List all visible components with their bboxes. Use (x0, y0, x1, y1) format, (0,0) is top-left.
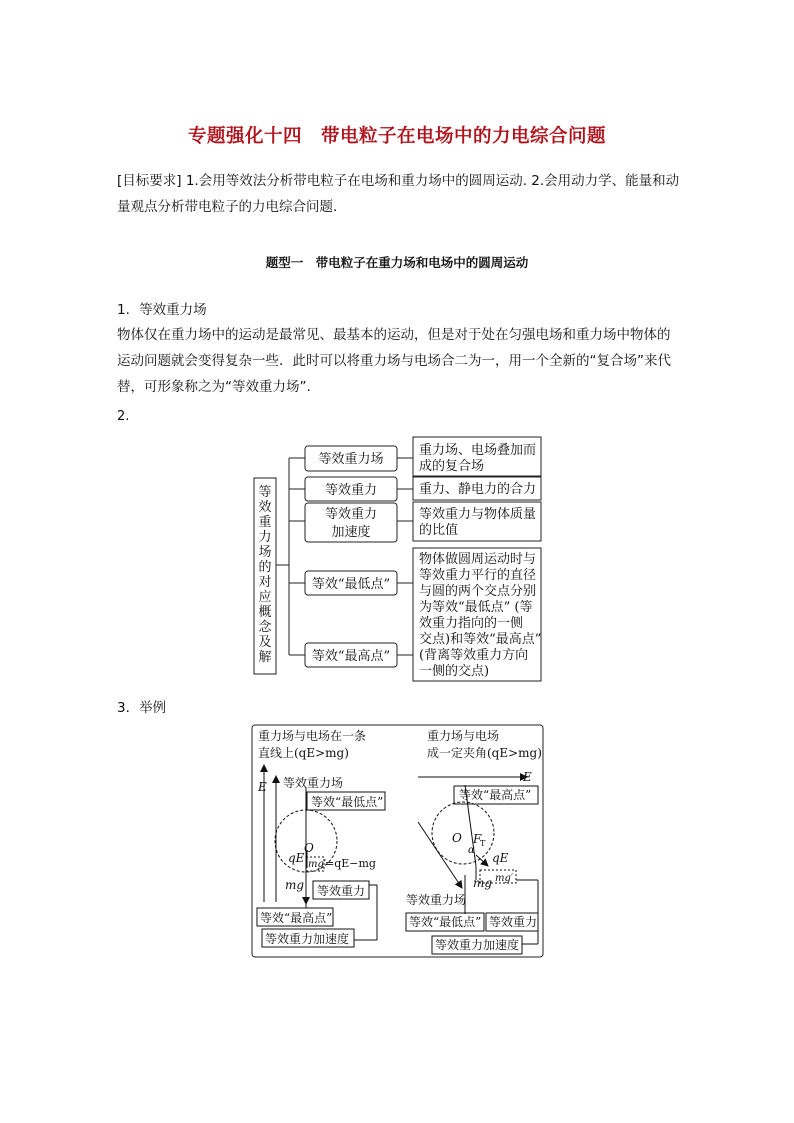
root-char: 念 (258, 620, 272, 635)
left-caption-1: 重力场与电场在一条 (258, 729, 367, 743)
desc-line: 的比值 (419, 523, 459, 538)
right-highest: 等效“最高点” (459, 788, 532, 802)
right-alpha: α (468, 845, 475, 856)
left-eff-accel: 等效重力加速度 (265, 932, 350, 946)
right-mg-label: mg (473, 876, 493, 890)
right-lowest: 等效“最低点” (409, 915, 482, 929)
left-e-label: E (258, 780, 267, 794)
root-char: 力 (258, 530, 272, 545)
root-char: 的 (258, 560, 272, 575)
left-lowest: 等效“最低点” (311, 795, 384, 809)
left-o-label: O (304, 841, 314, 855)
desc-line: 为等效“最低点” (等 (419, 600, 533, 615)
learning-goals (117, 168, 682, 220)
root-char: 解 (258, 650, 272, 665)
goals-text: 1.会用等效法分析带电粒子在电场和重力场中的圆周运动. 2.会用动力学、能量和动量观点分析带电粒子的力电综合问题. (117, 173, 680, 215)
root-char: 及 (258, 635, 272, 650)
concept-eff-accel-2: 加速度 (331, 525, 371, 540)
right-qe-label: qE (492, 851, 509, 865)
left-mg-prime: mg′ (308, 859, 327, 870)
concept-eff-field: 等效重力场 (318, 452, 384, 467)
root-char: 重 (258, 515, 272, 530)
section-title: 题型一 带电粒子在重力场和电场中的圆周运动 (265, 255, 529, 270)
right-eff-gravity: 等效重力 (489, 915, 538, 929)
desc-line: 重力、静电力的合力 (419, 482, 537, 497)
left-highest: 等效“最高点” (260, 911, 333, 925)
left-eff-field: 等效重力场 (283, 776, 344, 790)
desc-line: 重力场、电场叠加而 (419, 443, 537, 458)
root-char: 对 (258, 575, 272, 590)
root-char: 场 (258, 545, 272, 560)
right-ft-sub: T (480, 839, 486, 848)
goals-tag: [目标要求] (117, 173, 182, 189)
concept-lowest-point: 等效“最低点” (311, 577, 391, 592)
desc-line: 等效重力与物体质量 (419, 507, 537, 522)
left-formula: =qE−mg (325, 857, 376, 870)
item3-heading: 3．举例 (117, 700, 167, 716)
right-o-label: O (452, 831, 462, 845)
root-char: 应 (258, 590, 272, 605)
concept-eff-gravity: 等效重力 (324, 483, 378, 498)
root-char: 概 (258, 605, 272, 620)
left-eff-gravity: 等效重力 (317, 884, 366, 898)
right-caption-1: 重力场与电场 (427, 729, 500, 743)
page-title: 专题强化十四 带电粒子在电场中的力电综合问题 (187, 126, 606, 147)
root-char: 等 (258, 485, 272, 500)
root-char: 效 (258, 500, 272, 515)
left-mg-label: mg (285, 878, 305, 892)
desc-line: 成的复合场 (419, 459, 485, 474)
concept-highest-point: 等效“最高点” (311, 649, 391, 664)
desc-line: 物体做圆周运动时与 (419, 552, 537, 567)
left-caption-2: 直线上(qE>mg) (258, 746, 349, 760)
desc-line: 交点)和等效“最高点” (419, 632, 542, 647)
right-caption-2: 成一定夹角(qE>mg) (427, 746, 542, 760)
desc-line: 与圆的两个交点分别 (419, 584, 537, 599)
right-eff-accel: 等效重力加速度 (435, 938, 520, 952)
right-eff-field: 等效重力场 (406, 893, 467, 907)
item1-body: 物体仅在重力场中的运动是最常见、最基本的运动，但是对于处在匀强电场和重力场中物体的运动问题就会变得复杂一些．此时可以将重力场与电场合二为一，用一个全新的“复合场”来代替，可形象称之为“等效重力场”. (117, 327, 671, 395)
item1-heading: 1．等效重力场 (117, 302, 207, 318)
item2-number: 2. (117, 409, 130, 424)
right-mg-prime: mg′ (495, 873, 514, 884)
right-ft-label: F (473, 832, 482, 846)
desc-line: (背离等效重力方向 (419, 648, 529, 663)
desc-line: 效重力指向的一侧 (419, 616, 524, 631)
left-qe-label: qE (288, 851, 305, 865)
desc-line: 等效重力平行的直径 (419, 568, 537, 583)
desc-line: 一侧的交点) (419, 664, 490, 679)
concept-eff-accel-1: 等效重力 (324, 507, 378, 522)
right-e-label: E (523, 770, 532, 784)
